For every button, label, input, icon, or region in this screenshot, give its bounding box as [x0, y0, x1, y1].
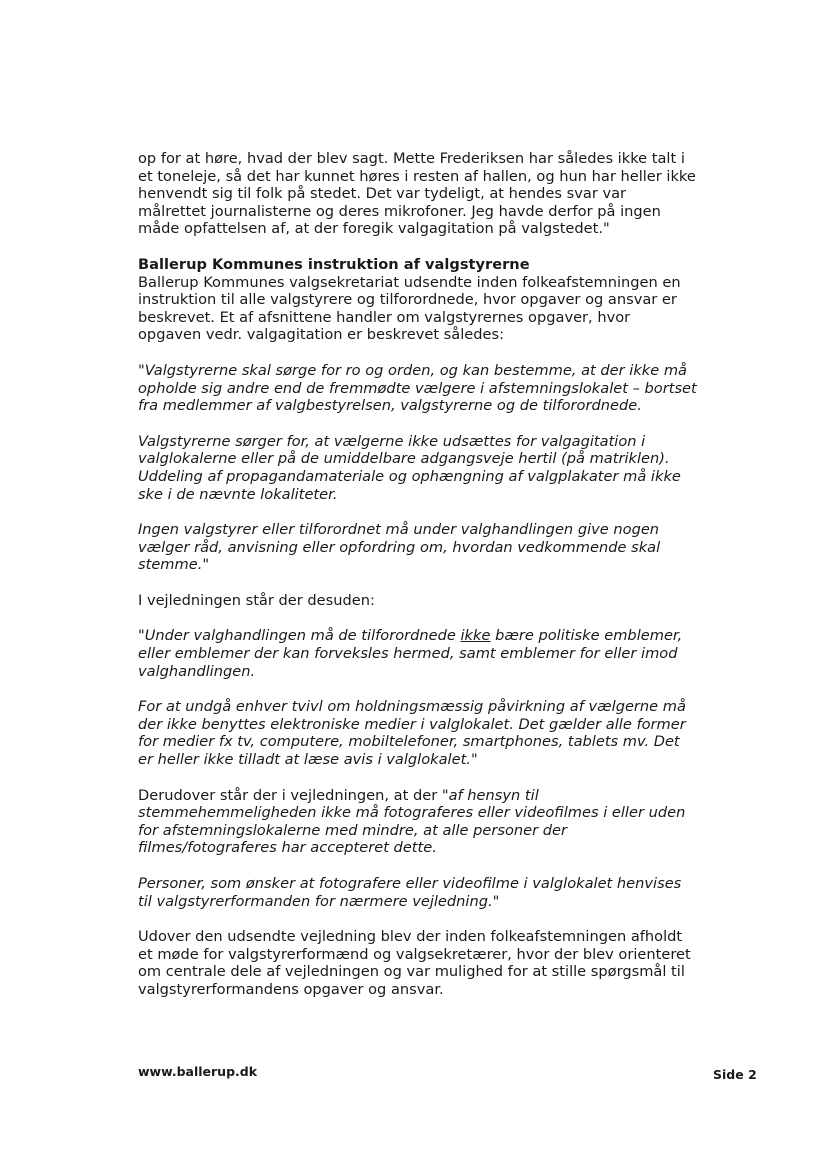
- quote-4-text-after: bære politiske emblemer, eller emblemer der kan forveksles hermed, samt emblemer for eller imod valghandlingen.: [138, 627, 683, 680]
- footer-url: www.ballerup.dk: [138, 1064, 258, 1079]
- intro-paragraph: op for at høre, hvad der blev sagt. Mette Frederiksen har således ikke talt i et toneleje, så det har kunnet høres i resten af hallen, og hun har heller ikke henvendt sig til folk på stedet. Det var tydeligt, at hendes svar var målrettet journalisterne og deres mikrofoner. Jeg havde derfor på ingen måde opfattelsen af, at der foregik valgagitation på valgstedet.": [138, 150, 696, 238]
- meeting-paragraph: Udover den udsendte vejledning blev der inden folkeafstemningen afholdt et møde for valgstyrerformænd og valgsekretærer, hvor der blev orienteret om centrale dele af vejledningen og var mulighed for at stille spørgsmål til valgstyrerformandens opgaver og ansvar.: [138, 928, 691, 998]
- quote-paragraph-6: Personer, som ønsker at fotografere eller videofilme i valglokalet henvises til valgstyrerformanden for nærmere vejledning.": [138, 875, 682, 910]
- page-number: Side 2: [713, 1067, 757, 1082]
- underlined-word: ikke: [460, 627, 491, 645]
- quote-paragraph-3: Ingen valgstyrer eller tilforordnet må under valghandlingen give nogen vælger råd, anvisning eller opfordring om, hvordan vedkommende skal stemme.": [138, 521, 661, 574]
- photography-text-before: Derudover står der i vejledningen, at der: [138, 786, 442, 804]
- page-body: [138, 150, 698, 999]
- quote-paragraph-4: [138, 627, 698, 680]
- section-heading: Ballerup Kommunes instruktion af valgstyrerne: [138, 255, 530, 273]
- guidance-paragraph: I vejledningen står der desuden:: [138, 591, 375, 609]
- photography-paragraph: [138, 787, 698, 857]
- quote-paragraph-2: Valgstyrerne sørger for, at vælgerne ikke udsættes for valgagitation i valglokalerne eller på de umiddelbare adgangsveje hertil (på matriklen). Uddeling af propagandamateriale og ophængning af valgplakater må ikke ske i de nævnte lokaliteter.: [138, 432, 681, 503]
- quote-paragraph-5: For at undgå enhver tvivl om holdningsmæssig påvirkning af vælgerne må der ikke benyttes elektroniske medier i valglokalet. Det gælder alle former for medier fx tv, computere, mobiltelefoner, smartphones, tablets mv. Det er heller ikke tilladt at læse avis i valglokalet.": [138, 698, 686, 769]
- instruction-paragraph: Ballerup Kommunes valgsekretariat udsendte inden folkeafstemningen en instruktion til alle valgstyrere og tilforordnede, hvor opgaver og ansvar er beskrevet. Et af afsnittene handler om valgstyrernes opgaver, hvor opgaven vedr. valgagitation er beskrevet således:: [138, 273, 681, 344]
- photography-quote: "af hensyn til stemmehemmeligheden ikke må fotograferes eller videofilmes i eller uden for afstemningslokalerne med mindre, at alle personer der filmes/fotograferes har accepteret dette.: [138, 786, 686, 857]
- quote-paragraph-1: "Valgstyrerne skal sørge for ro og orden, og kan bestemme, at der ikke må opholde sig andre end de fremmødte vælgere i afstemningslokalet – bortset fra medlemmer af valgbestyrelsen, valgstyrerne og de tilforordnede.: [138, 361, 697, 415]
- quote-4-text-before: "Under valghandlingen må de tilforordnede: [138, 627, 461, 645]
